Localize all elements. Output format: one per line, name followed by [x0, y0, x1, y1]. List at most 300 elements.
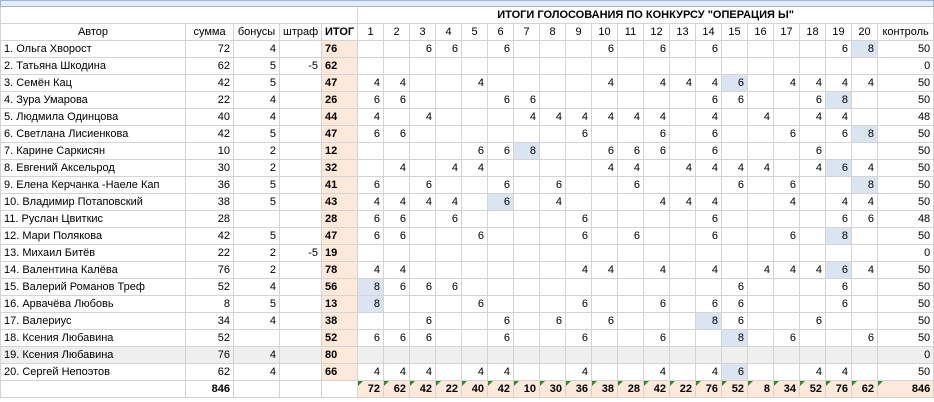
header-sum[interactable]: сумма	[186, 24, 234, 41]
bonus-cell[interactable]: 4	[234, 92, 280, 109]
vote-cell[interactable]	[800, 211, 826, 228]
vote-cell[interactable]	[540, 211, 566, 228]
vote-cell[interactable]	[670, 126, 696, 143]
header-itog[interactable]: ИТОГ	[322, 24, 358, 41]
vote-cell[interactable]: 8	[852, 41, 878, 58]
vote-cell[interactable]: 6	[384, 279, 410, 296]
vote-cell[interactable]	[384, 109, 410, 126]
vote-cell[interactable]	[540, 296, 566, 313]
vote-cell[interactable]	[410, 211, 436, 228]
header-vote-col[interactable]: 1	[358, 24, 384, 41]
author-cell[interactable]: 13. Михаил Битёв	[1, 245, 186, 262]
vote-cell[interactable]: 6	[566, 296, 592, 313]
author-cell[interactable]: 19. Ксения Любавина	[1, 347, 186, 364]
vote-cell[interactable]: 4	[826, 109, 852, 126]
author-cell[interactable]: 10. Владимир Потаповский	[1, 194, 186, 211]
vote-cell[interactable]	[696, 347, 722, 364]
vote-cell[interactable]: 6	[592, 313, 618, 330]
vote-cell[interactable]	[852, 279, 878, 296]
vote-cell[interactable]: 6	[566, 330, 592, 347]
control-cell[interactable]: 50	[878, 92, 934, 109]
vote-cell[interactable]	[488, 160, 514, 177]
vote-cell[interactable]: 6	[826, 262, 852, 279]
vote-cell[interactable]: 4	[696, 262, 722, 279]
sheet-title[interactable]: ИТОГИ ГОЛОСОВАНИЯ ПО КОНКУРСУ "ОПЕРАЦИЯ Ы"	[358, 7, 934, 24]
vote-cell[interactable]	[774, 160, 800, 177]
control-cell[interactable]: 50	[878, 194, 934, 211]
vote-cell[interactable]	[748, 194, 774, 211]
sum-cell[interactable]: 72	[186, 41, 234, 58]
control-cell[interactable]: 48	[878, 211, 934, 228]
vote-cell[interactable]	[618, 330, 644, 347]
vote-cell[interactable]	[774, 41, 800, 58]
vote-cell[interactable]	[618, 296, 644, 313]
header-vote-col[interactable]: 14	[696, 24, 722, 41]
vote-cell[interactable]	[748, 228, 774, 245]
control-cell[interactable]: 0	[878, 58, 934, 75]
vote-cell[interactable]: 6	[644, 41, 670, 58]
control-cell[interactable]: 50	[878, 75, 934, 92]
control-cell[interactable]: 0	[878, 347, 934, 364]
vote-cell[interactable]	[488, 347, 514, 364]
vote-cell[interactable]	[800, 330, 826, 347]
control-cell[interactable]: 50	[878, 279, 934, 296]
author-cell[interactable]: 9. Елена Керчанка -Наеле Кап	[1, 177, 186, 194]
itog-cell[interactable]: 43	[322, 194, 358, 211]
vote-cell[interactable]: 6	[722, 75, 748, 92]
vote-cell[interactable]	[722, 228, 748, 245]
vote-cell[interactable]	[384, 41, 410, 58]
sum-cell[interactable]: 42	[186, 75, 234, 92]
vote-cell[interactable]	[826, 245, 852, 262]
vote-cell[interactable]	[514, 262, 540, 279]
vote-cell[interactable]: 4	[748, 262, 774, 279]
vote-cell[interactable]: 6	[618, 228, 644, 245]
totals-vote-cell[interactable]: 42	[644, 381, 670, 398]
vote-cell[interactable]	[748, 296, 774, 313]
author-cell[interactable]: 12. Мари Полякова	[1, 228, 186, 245]
vote-cell[interactable]: 4	[436, 194, 462, 211]
sum-cell[interactable]: 76	[186, 347, 234, 364]
totals-vote-cell[interactable]: 42	[488, 381, 514, 398]
vote-cell[interactable]	[436, 126, 462, 143]
vote-cell[interactable]: 4	[774, 194, 800, 211]
vote-cell[interactable]: 4	[722, 160, 748, 177]
vote-cell[interactable]: 6	[592, 41, 618, 58]
vote-cell[interactable]	[410, 245, 436, 262]
vote-cell[interactable]	[618, 41, 644, 58]
vote-cell[interactable]	[462, 211, 488, 228]
header-vote-col[interactable]: 20	[852, 24, 878, 41]
header-vote-col[interactable]: 10	[592, 24, 618, 41]
vote-cell[interactable]: 4	[410, 364, 436, 381]
vote-cell[interactable]	[774, 347, 800, 364]
vote-cell[interactable]: 4	[644, 262, 670, 279]
vote-cell[interactable]	[670, 279, 696, 296]
vote-cell[interactable]	[384, 347, 410, 364]
vote-cell[interactable]: 6	[826, 126, 852, 143]
vote-cell[interactable]	[488, 245, 514, 262]
vote-cell[interactable]: 6	[644, 296, 670, 313]
vote-cell[interactable]	[644, 211, 670, 228]
vote-cell[interactable]	[462, 245, 488, 262]
sum-cell[interactable]: 42	[186, 228, 234, 245]
totals-vote-cell[interactable]: 10	[514, 381, 540, 398]
vote-cell[interactable]: 4	[566, 262, 592, 279]
vote-cell[interactable]	[540, 160, 566, 177]
author-cell[interactable]: 16. Арвачёва Любовь	[1, 296, 186, 313]
vote-cell[interactable]: 6	[358, 92, 384, 109]
totals-vote-cell[interactable]: 76	[826, 381, 852, 398]
vote-cell[interactable]	[696, 177, 722, 194]
vote-cell[interactable]	[488, 262, 514, 279]
itog-cell[interactable]: 78	[322, 262, 358, 279]
vote-cell[interactable]	[462, 347, 488, 364]
totals-vote-cell[interactable]: 72	[358, 381, 384, 398]
vote-cell[interactable]	[436, 347, 462, 364]
vote-cell[interactable]: 6	[696, 228, 722, 245]
vote-cell[interactable]: 6	[696, 296, 722, 313]
vote-cell[interactable]	[514, 228, 540, 245]
vote-cell[interactable]	[488, 279, 514, 296]
vote-cell[interactable]: 4	[462, 75, 488, 92]
vote-cell[interactable]	[774, 92, 800, 109]
vote-cell[interactable]: 6	[826, 160, 852, 177]
vote-cell[interactable]: 4	[852, 262, 878, 279]
itog-cell[interactable]: 76	[322, 41, 358, 58]
vote-cell[interactable]	[852, 228, 878, 245]
vote-cell[interactable]: 6	[488, 194, 514, 211]
vote-cell[interactable]: 6	[410, 330, 436, 347]
vote-cell[interactable]	[514, 279, 540, 296]
vote-cell[interactable]	[566, 92, 592, 109]
sum-cell[interactable]: 52	[186, 279, 234, 296]
vote-cell[interactable]	[800, 228, 826, 245]
vote-cell[interactable]	[358, 160, 384, 177]
vote-cell[interactable]: 6	[696, 143, 722, 160]
vote-cell[interactable]	[436, 245, 462, 262]
vote-cell[interactable]	[410, 143, 436, 160]
vote-cell[interactable]	[748, 211, 774, 228]
sum-cell[interactable]: 36	[186, 177, 234, 194]
vote-cell[interactable]	[410, 58, 436, 75]
vote-cell[interactable]	[748, 364, 774, 381]
vote-cell[interactable]	[722, 126, 748, 143]
vote-cell[interactable]	[540, 228, 566, 245]
vote-cell[interactable]	[852, 347, 878, 364]
penalty-cell[interactable]	[280, 126, 322, 143]
bonus-cell[interactable]: 2	[234, 262, 280, 279]
vote-cell[interactable]: 6	[618, 177, 644, 194]
vote-cell[interactable]: 4	[800, 364, 826, 381]
vote-cell[interactable]	[384, 245, 410, 262]
vote-cell[interactable]: 4	[852, 194, 878, 211]
vote-cell[interactable]	[410, 75, 436, 92]
vote-cell[interactable]: 6	[410, 313, 436, 330]
vote-cell[interactable]	[618, 279, 644, 296]
penalty-cell[interactable]	[280, 75, 322, 92]
vote-cell[interactable]	[462, 126, 488, 143]
header-vote-col[interactable]: 5	[462, 24, 488, 41]
itog-cell[interactable]: 28	[322, 211, 358, 228]
vote-cell[interactable]: 6	[488, 41, 514, 58]
vote-cell[interactable]	[774, 143, 800, 160]
header-vote-col[interactable]: 18	[800, 24, 826, 41]
vote-cell[interactable]: 4	[826, 75, 852, 92]
sum-cell[interactable]: 62	[186, 58, 234, 75]
vote-cell[interactable]	[696, 245, 722, 262]
vote-cell[interactable]	[566, 194, 592, 211]
vote-cell[interactable]	[462, 313, 488, 330]
bonus-cell[interactable]: 4	[234, 279, 280, 296]
totals-vote-cell[interactable]: 40	[462, 381, 488, 398]
vote-cell[interactable]	[540, 245, 566, 262]
vote-cell[interactable]	[670, 41, 696, 58]
vote-cell[interactable]: 4	[852, 160, 878, 177]
vote-cell[interactable]	[540, 330, 566, 347]
totals-vote-cell[interactable]: 52	[800, 381, 826, 398]
itog-cell[interactable]: 66	[322, 364, 358, 381]
vote-cell[interactable]: 6	[488, 177, 514, 194]
vote-cell[interactable]: 6	[410, 177, 436, 194]
vote-cell[interactable]	[540, 143, 566, 160]
vote-cell[interactable]	[462, 41, 488, 58]
vote-cell[interactable]	[436, 313, 462, 330]
vote-cell[interactable]: 4	[462, 160, 488, 177]
vote-cell[interactable]	[540, 279, 566, 296]
author-cell[interactable]: 20. Сергей Непоэтов	[1, 364, 186, 381]
vote-cell[interactable]	[618, 126, 644, 143]
vote-cell[interactable]	[748, 347, 774, 364]
itog-cell[interactable]: 13	[322, 296, 358, 313]
sum-cell[interactable]: 28	[186, 211, 234, 228]
vote-cell[interactable]	[592, 194, 618, 211]
vote-cell[interactable]	[800, 177, 826, 194]
itog-cell[interactable]: 80	[322, 347, 358, 364]
bonus-cell[interactable]: 5	[234, 126, 280, 143]
vote-cell[interactable]	[488, 296, 514, 313]
vote-cell[interactable]: 4	[410, 194, 436, 211]
vote-cell[interactable]	[748, 92, 774, 109]
control-cell[interactable]: 0	[878, 245, 934, 262]
vote-cell[interactable]: 6	[800, 92, 826, 109]
totals-empty-cell[interactable]	[234, 381, 280, 398]
penalty-cell[interactable]	[280, 109, 322, 126]
vote-cell[interactable]: 4	[410, 109, 436, 126]
header-penalty[interactable]: штраф	[280, 24, 322, 41]
vote-cell[interactable]: 4	[644, 75, 670, 92]
vote-cell[interactable]	[436, 109, 462, 126]
vote-cell[interactable]	[566, 347, 592, 364]
control-cell[interactable]: 50	[878, 313, 934, 330]
penalty-cell[interactable]	[280, 330, 322, 347]
vote-cell[interactable]	[644, 228, 670, 245]
vote-cell[interactable]: 6	[774, 228, 800, 245]
vote-cell[interactable]	[436, 296, 462, 313]
vote-cell[interactable]	[462, 58, 488, 75]
vote-cell[interactable]	[592, 58, 618, 75]
vote-cell[interactable]	[384, 58, 410, 75]
vote-cell[interactable]	[696, 279, 722, 296]
vote-cell[interactable]	[800, 347, 826, 364]
vote-cell[interactable]	[514, 194, 540, 211]
penalty-cell[interactable]	[280, 262, 322, 279]
vote-cell[interactable]: 4	[540, 109, 566, 126]
vote-cell[interactable]: 6	[436, 279, 462, 296]
vote-cell[interactable]: 4	[800, 160, 826, 177]
vote-cell[interactable]	[566, 41, 592, 58]
penalty-cell[interactable]	[280, 160, 322, 177]
vote-cell[interactable]	[826, 347, 852, 364]
itog-cell[interactable]: 47	[322, 75, 358, 92]
header-bonus[interactable]: бонусы	[234, 24, 280, 41]
vote-cell[interactable]: 6	[852, 211, 878, 228]
vote-cell[interactable]: 6	[722, 177, 748, 194]
totals-vote-cell[interactable]: 36	[566, 381, 592, 398]
vote-cell[interactable]	[670, 143, 696, 160]
itog-cell[interactable]: 41	[322, 177, 358, 194]
vote-cell[interactable]	[722, 347, 748, 364]
totals-vote-cell[interactable]: 76	[696, 381, 722, 398]
vote-cell[interactable]	[384, 313, 410, 330]
sum-cell[interactable]: 22	[186, 245, 234, 262]
vote-cell[interactable]: 6	[696, 126, 722, 143]
vote-cell[interactable]	[852, 92, 878, 109]
vote-cell[interactable]	[540, 126, 566, 143]
vote-cell[interactable]	[644, 279, 670, 296]
vote-cell[interactable]	[410, 228, 436, 245]
vote-cell[interactable]: 6	[826, 211, 852, 228]
vote-cell[interactable]	[566, 313, 592, 330]
control-cell[interactable]: 50	[878, 364, 934, 381]
vote-cell[interactable]	[722, 109, 748, 126]
vote-cell[interactable]: 6	[566, 211, 592, 228]
vote-cell[interactable]: 8	[852, 177, 878, 194]
vote-cell[interactable]: 4	[826, 194, 852, 211]
header-vote-col[interactable]: 2	[384, 24, 410, 41]
vote-cell[interactable]	[670, 109, 696, 126]
vote-cell[interactable]	[410, 160, 436, 177]
header-author[interactable]: Автор	[1, 24, 186, 41]
vote-cell[interactable]	[696, 58, 722, 75]
vote-cell[interactable]	[592, 228, 618, 245]
vote-cell[interactable]	[540, 364, 566, 381]
vote-cell[interactable]	[618, 211, 644, 228]
vote-cell[interactable]: 6	[644, 126, 670, 143]
vote-cell[interactable]	[410, 347, 436, 364]
totals-vote-cell[interactable]: 22	[670, 381, 696, 398]
vote-cell[interactable]	[670, 228, 696, 245]
sum-cell[interactable]: 62	[186, 364, 234, 381]
vote-cell[interactable]: 6	[358, 177, 384, 194]
vote-cell[interactable]: 8	[696, 313, 722, 330]
totals-vote-cell[interactable]: 62	[852, 381, 878, 398]
totals-vote-cell[interactable]: 34	[774, 381, 800, 398]
vote-cell[interactable]: 6	[696, 41, 722, 58]
itog-cell[interactable]: 52	[322, 330, 358, 347]
vote-cell[interactable]	[514, 245, 540, 262]
vote-cell[interactable]	[800, 194, 826, 211]
header-vote-col[interactable]: 8	[540, 24, 566, 41]
penalty-cell[interactable]	[280, 313, 322, 330]
vote-cell[interactable]	[436, 75, 462, 92]
vote-cell[interactable]: 6	[488, 143, 514, 160]
itog-cell[interactable]: 56	[322, 279, 358, 296]
totals-label-cell[interactable]	[1, 381, 186, 398]
sum-cell[interactable]: 42	[186, 126, 234, 143]
vote-cell[interactable]: 6	[436, 41, 462, 58]
vote-cell[interactable]	[592, 245, 618, 262]
vote-cell[interactable]: 4	[800, 109, 826, 126]
penalty-cell[interactable]	[280, 364, 322, 381]
vote-cell[interactable]	[540, 262, 566, 279]
vote-cell[interactable]	[462, 109, 488, 126]
vote-cell[interactable]	[410, 92, 436, 109]
vote-cell[interactable]: 6	[644, 143, 670, 160]
vote-cell[interactable]	[540, 92, 566, 109]
vote-cell[interactable]: 6	[826, 279, 852, 296]
totals-vote-cell[interactable]: 42	[410, 381, 436, 398]
vote-cell[interactable]: 6	[436, 211, 462, 228]
vote-cell[interactable]	[436, 364, 462, 381]
totals-control-cell[interactable]: 846	[878, 381, 934, 398]
author-cell[interactable]: 15. Валерий Романов Треф	[1, 279, 186, 296]
vote-cell[interactable]	[826, 58, 852, 75]
vote-cell[interactable]: 8	[514, 143, 540, 160]
vote-cell[interactable]	[514, 211, 540, 228]
vote-cell[interactable]: 6	[722, 364, 748, 381]
vote-cell[interactable]: 6	[384, 92, 410, 109]
header-vote-col[interactable]: 9	[566, 24, 592, 41]
vote-cell[interactable]: 8	[852, 126, 878, 143]
vote-cell[interactable]	[358, 347, 384, 364]
vote-cell[interactable]: 6	[540, 177, 566, 194]
vote-cell[interactable]	[488, 211, 514, 228]
vote-cell[interactable]: 4	[696, 109, 722, 126]
vote-cell[interactable]	[384, 143, 410, 160]
vote-cell[interactable]	[774, 313, 800, 330]
sum-cell[interactable]: 34	[186, 313, 234, 330]
vote-cell[interactable]	[592, 347, 618, 364]
vote-cell[interactable]: 6	[410, 279, 436, 296]
sum-cell[interactable]: 52	[186, 330, 234, 347]
vote-cell[interactable]: 6	[358, 126, 384, 143]
totals-empty-cell[interactable]	[322, 381, 358, 398]
vote-cell[interactable]	[826, 143, 852, 160]
vote-cell[interactable]	[540, 58, 566, 75]
vote-cell[interactable]	[358, 41, 384, 58]
title-spacer[interactable]	[1, 7, 358, 24]
vote-cell[interactable]	[644, 177, 670, 194]
author-cell[interactable]: 17. Валериус	[1, 313, 186, 330]
vote-cell[interactable]	[488, 75, 514, 92]
vote-cell[interactable]	[670, 211, 696, 228]
sum-cell[interactable]: 76	[186, 262, 234, 279]
vote-cell[interactable]: 4	[358, 262, 384, 279]
author-cell[interactable]: 2. Татьяна Шкодина	[1, 58, 186, 75]
vote-cell[interactable]	[800, 279, 826, 296]
vote-cell[interactable]	[410, 126, 436, 143]
control-cell[interactable]: 48	[878, 109, 934, 126]
vote-cell[interactable]	[410, 262, 436, 279]
vote-cell[interactable]: 6	[384, 126, 410, 143]
author-cell[interactable]: 8. Евгений Аксельрод	[1, 160, 186, 177]
totals-vote-cell[interactable]: 62	[384, 381, 410, 398]
totals-vote-cell[interactable]: 8	[748, 381, 774, 398]
penalty-cell[interactable]	[280, 143, 322, 160]
vote-cell[interactable]	[436, 143, 462, 160]
author-cell[interactable]: 18. Ксения Любавина	[1, 330, 186, 347]
